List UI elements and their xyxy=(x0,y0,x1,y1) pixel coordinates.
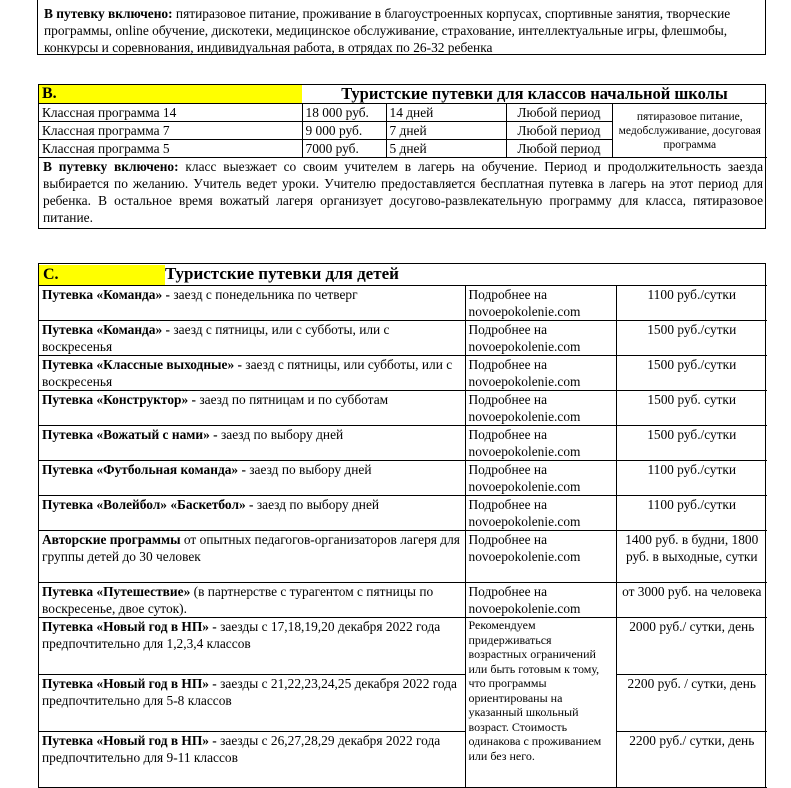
more-info: Подробнее на novoepokolenie.com xyxy=(465,321,616,356)
included-block-top xyxy=(37,0,766,55)
table-row xyxy=(39,426,767,461)
tour-price: 1500 руб./сутки xyxy=(616,356,767,391)
tour-description: Путевка «Путешествие» (в партнерстве с турагентом с пятницы по воскресенье, двое суток). xyxy=(39,583,465,618)
section-c-table xyxy=(39,264,767,788)
more-info: Подробнее на novoepokolenie.com xyxy=(465,583,616,618)
section-b-table xyxy=(39,85,767,228)
section-b-title: Туристские путевки для классов начальной школы xyxy=(302,85,767,104)
tour-price: от 3000 руб. на человека xyxy=(616,583,767,618)
tour-price: 2200 руб. / сутки, день xyxy=(616,675,767,732)
section-c-title: Туристские путевки для детей xyxy=(165,264,399,283)
section-b-included xyxy=(39,158,767,229)
program-period: Любой период xyxy=(506,104,612,122)
included-label: В путевку включено: xyxy=(44,6,173,21)
program-price: 9 000 руб. xyxy=(302,122,386,140)
table-row xyxy=(39,618,767,675)
section-c-header xyxy=(39,264,767,286)
tour-description: Путевка «Новый год в НП» - заезды с 26,27,28,29 декабря 2022 года предпочтительно для 9-11 классов xyxy=(39,732,465,788)
program-days: 14 дней xyxy=(386,104,506,122)
included-label: В путевку включено: xyxy=(43,159,179,174)
tour-description: Путевка «Классные выходные» - заезд с пятницы, или субботы, или с воскресенья xyxy=(39,356,465,391)
table-row xyxy=(39,356,767,391)
included-text: класс выезжает со своим учителем в лагерь на обучение. Период и продолжительность заезда выбирается по желанию. Учитель ведет уроки. Учителю предоставляется бесплатная путевка в лагерь на этот период для ребенка. В остальное время вожатый лагеря организует досугово-развлекательную программу для класса, пятиразовое питание. xyxy=(43,159,764,225)
tour-description: Путевка «Волейбол» «Баскетбол» - заезд по выбору дней xyxy=(39,496,465,531)
tour-price: 2000 руб./ сутки, день xyxy=(616,618,767,675)
tour-price: 1500 руб./сутки xyxy=(616,321,767,356)
tour-description: Путевка «Команда» - заезд с понедельника по четверг xyxy=(39,286,465,321)
new-year-note: Рекомендуем придерживаться возрастных ограничений или быть готовым к тому, что программы ориентированы на указанный школьный возраст. Стоимость одинакова с проживанием или без него. xyxy=(465,618,616,788)
table-row xyxy=(39,321,767,356)
tour-description: Путевка «Футбольная команда» - заезд по выбору дней xyxy=(39,461,465,496)
tour-price: 1500 руб. сутки xyxy=(616,391,767,426)
included-text: пятиразовое питание, проживание в благоустроенных корпусах, спортивные занятия, творческие программы, online обучение, дискотеки, медицинское обслуживание, страхование, интеллектуальные игры, флешмобы, конкурсы и соревнования, индивидуальная работа, в отрядах по 26-32 ребенка xyxy=(44,6,731,55)
section-b-letter: B. xyxy=(39,85,302,104)
tour-description: Авторские программы от опытных педагогов-организаторов лагеря для группы детей до 30 человек xyxy=(39,531,465,583)
more-info: Подробнее на novoepokolenie.com xyxy=(465,531,616,583)
tour-price: 1400 руб. в будни, 1800 руб. в выходные, сутки xyxy=(616,531,767,583)
table-row xyxy=(39,583,767,618)
tour-description: Путевка «Новый год в НП» - заезды с 17,18,19,20 декабря 2022 года предпочтительно для 1,2,3,4 классов xyxy=(39,618,465,675)
more-info: Подробнее на novoepokolenie.com xyxy=(465,391,616,426)
more-info: Подробнее на novoepokolenie.com xyxy=(465,461,616,496)
program-name: Классная программа 7 xyxy=(39,122,302,140)
program-period: Любой период xyxy=(506,122,612,140)
section-b-note: пятиразовое питание, медобслуживание, досуговая программа xyxy=(612,104,767,158)
table-row xyxy=(39,675,767,732)
tour-price: 1500 руб./сутки xyxy=(616,426,767,461)
tour-price: 1100 руб./сутки xyxy=(616,461,767,496)
program-period: Любой период xyxy=(506,140,612,158)
tour-price: 1100 руб./сутки xyxy=(616,286,767,321)
tour-description: Путевка «Команда» - заезд с пятницы, или с субботы, или с воскресенья xyxy=(39,321,465,356)
section-c-letter: C. xyxy=(39,265,165,285)
more-info: Подробнее на novoepokolenie.com xyxy=(465,426,616,461)
table-row xyxy=(39,461,767,496)
table-row xyxy=(39,104,767,122)
table-row xyxy=(39,496,767,531)
table-row xyxy=(39,531,767,583)
table-row xyxy=(39,732,767,788)
section-c xyxy=(38,263,766,788)
tour-description: Путевка «Новый год в НП» - заезды с 21,22,23,24,25 декабря 2022 года предпочтительно для 5-8 классов xyxy=(39,675,465,732)
program-days: 5 дней xyxy=(386,140,506,158)
more-info: Подробнее на novoepokolenie.com xyxy=(465,496,616,531)
tour-description: Путевка «Конструктор» - заезд по пятницам и по субботам xyxy=(39,391,465,426)
program-name: Классная программа 5 xyxy=(39,140,302,158)
tour-price: 1100 руб./сутки xyxy=(616,496,767,531)
section-b xyxy=(38,84,766,229)
tour-price: 2200 руб./ сутки, день xyxy=(616,732,767,788)
tour-description: Путевка «Вожатый с нами» - заезд по выбору дней xyxy=(39,426,465,461)
table-row xyxy=(39,286,767,321)
program-name: Классная программа 14 xyxy=(39,104,302,122)
program-days: 7 дней xyxy=(386,122,506,140)
more-info: Подробнее на novoepokolenie.com xyxy=(465,356,616,391)
program-price: 18 000 руб. xyxy=(302,104,386,122)
table-row xyxy=(39,391,767,426)
more-info: Подробнее на novoepokolenie.com xyxy=(465,286,616,321)
program-price: 7000 руб. xyxy=(302,140,386,158)
